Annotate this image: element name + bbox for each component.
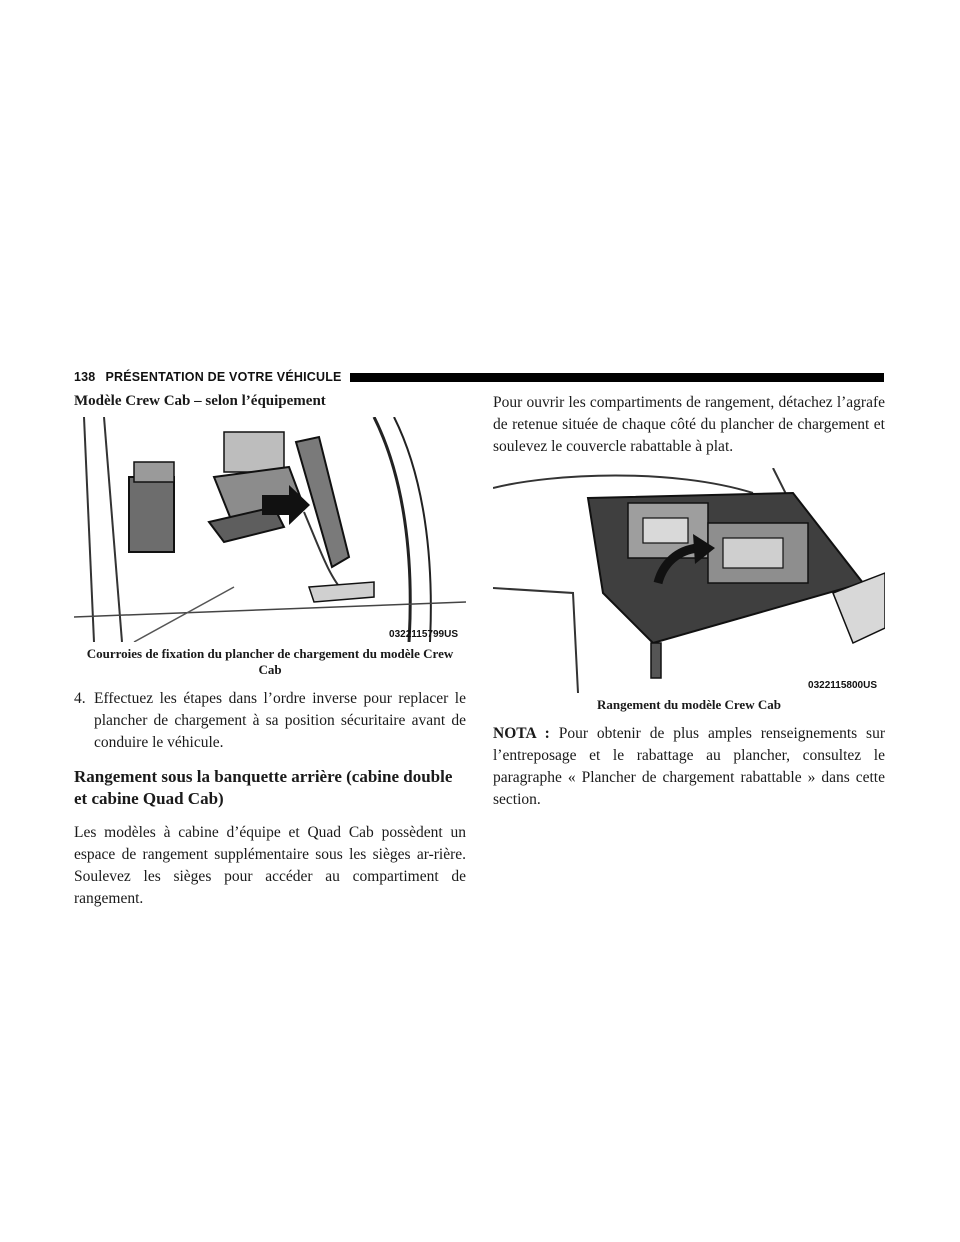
left-column bbox=[74, 392, 466, 920]
figure1-caption: Courroies de fixation du plancher de chargement du modèle Crew Cab bbox=[86, 646, 454, 677]
step-list bbox=[74, 688, 466, 754]
page-header bbox=[74, 369, 884, 385]
note-label: NOTA : bbox=[493, 725, 550, 742]
cargo-floor-straps-illustration bbox=[74, 417, 466, 642]
right-column bbox=[493, 392, 885, 821]
step-item bbox=[74, 688, 466, 754]
step-number: 4. bbox=[74, 690, 86, 707]
header-rule bbox=[350, 373, 884, 382]
figure1-code: 0322115799US bbox=[389, 629, 458, 640]
note-paragraph bbox=[493, 723, 885, 811]
crew-cab-subheading: Modèle Crew Cab – selon l’équipement bbox=[74, 393, 326, 409]
step-text: Effectuez les étapes dans l’ordre inverse pour replacer le plancher de chargement à sa position sécuritaire avant de conduire le véhicule. bbox=[94, 690, 466, 751]
note-text: Pour obtenir de plus amples renseignements sur l’entreposage et le rabattage au plancher, consultez le paragraphe « Plancher de chargement rabattable » dans cette section. bbox=[493, 725, 885, 808]
figure2-caption: Rangement du modèle Crew Cab bbox=[597, 697, 781, 712]
cargo-floor-straps-drawing bbox=[74, 417, 466, 642]
rear-seat-storage-heading: Rangement sous la banquette arrière (cabine double et cabine Quad Cab) bbox=[74, 767, 453, 808]
section-title: PRÉSENTATION DE VOTRE VÉHICULE bbox=[105, 370, 342, 384]
figure2-code: 0322115800US bbox=[808, 680, 877, 691]
crew-cab-storage-illustration bbox=[493, 468, 885, 693]
crew-cab-storage-drawing bbox=[493, 468, 885, 693]
rear-seat-storage-paragraph: Les modèles à cabine d’équipe et Quad Cab possèdent un espace de rangement supplémentaire sous les sièges ar-rière. Soulevez les sièges pour accéder au compartiment de rangement. bbox=[74, 824, 466, 907]
storage-intro-paragraph: Pour ouvrir les compartiments de rangement, détachez l’agrafe de retenue située de chaque côté du plancher de chargement et soulevez le couvercle rabattable à plat. bbox=[493, 394, 885, 455]
page-number: 138 bbox=[74, 370, 96, 384]
